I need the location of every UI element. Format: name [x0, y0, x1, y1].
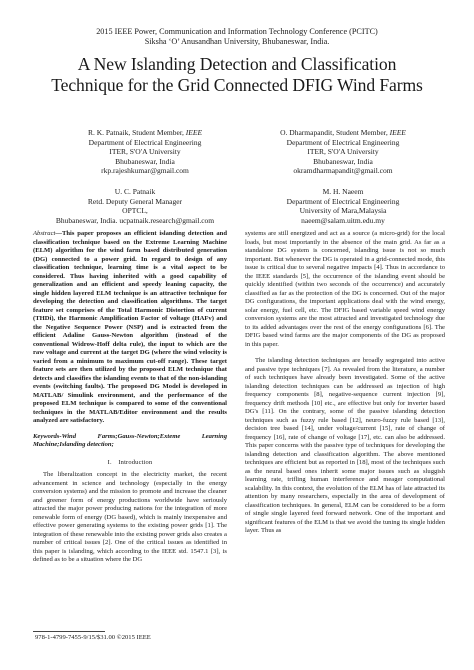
author-name: R. K. Patnaik, Student Member, [87, 128, 184, 137]
footer-divider [33, 631, 105, 632]
conference-name: 2015 IEEE Power, Communication and Information Technology Conference (PCITC) [96, 27, 378, 36]
author-email: rkp.rajeshkumar@gmail.com [101, 166, 189, 175]
author-name-line [60, 128, 230, 138]
author-block-3 [30, 187, 240, 225]
author-institution: ITER, S'O'A University [109, 147, 181, 156]
author-position: Retd. Deputy General Manager [87, 196, 183, 206]
author-name-line [248, 128, 438, 138]
author-location: Bhubaneswar, India [313, 156, 373, 166]
author-block-2 [248, 128, 438, 176]
title-line-1: A New Islanding Detection and Classification [77, 54, 397, 74]
section-heading-introduction: I. Introduction [107, 458, 153, 466]
paper-title [0, 54, 474, 95]
author-membership: IEEE [185, 128, 203, 137]
introduction-paragraph: The liberalization concept in the electricity market, the recent advancement in science and technology (especially in the energy conversion systems) and the mission to promote and increase the cleaner and greener form of energy productions worldwide have seriously attracted the major power producing nations for the integration of more renewable form of energy (DG based), which is mainly inexpensive and effective power generating systems to the existing power grids [1]. The integration of these renewable into the existing power grids also creates a number of critical issues [2]. One of the critical issues as identified in this paper is islanding, which according to the IEEE std. 1547.1 [3], is defined as to be a situation where the DG [33, 471, 227, 563]
author-location: Bhubaneswar, India [115, 156, 175, 166]
islanding-techniques-paragraph: The islanding detection techniques are broadly segregated into active and passive type techniques [7]. As revealed from the literature, a number of such techniques have already been investigated. Some of the active islanding detection techniques can be addressed as injection of high frequency components [8], negative-sequence current injection [9], frequency drift methods [10] etc., are effective but only for inverter based DG's [11]. On the contrary, some of the passive islanding detection techniques such as fuzzy rule based [12], neuro-fuzzy rule based [13], decision tree based [14], under voltage/current [15], rate of change of frequency [16], rate of change of voltage [17], etc. can also be addressed. This paper concerns with the passive type of techniques for developing the islanding detection and classification algorithm. The above mentioned techniques are efficient but as reported in [18], most of the techniques such as the neural based ones inherit some major issues such as sluggish learning rate, trifling human interference and meager computational scalability. In this context, the evolution of the ELM has of late attracted its attention by many researchers, especially in the area of development of classification techniques. In general, ELM can be considered to be a form of single single layered feed forward network. One of the important and significant features of the ELM is that we avoid the tuning its single hidden layer. Thus as [245, 357, 445, 534]
author-email: naeem@salam.uitm.edu.my [301, 215, 385, 225]
conference-venue: Siksha ‘O’ Anusandhan University, Bhubaneswar, India. [144, 37, 330, 47]
copyright-footer: 978-1-4799-7455-9/15/$31.00 ©2015 IEEE [35, 634, 151, 641]
author-organization: OPTCL, [122, 206, 148, 215]
author-name: O. Dharmapandit, Student Member, [280, 128, 388, 137]
author-department: Department of Electrical Engineering [286, 137, 400, 147]
introduction-continued-paragraph: systems are still energized and act as a source (a micro-grid) for the local loads, but most importantly in the absence of the main grid. As far as a standalone DG system is concerned, islanding issue is not so much important. But whenever the DG is operated in a grid-connected mode, this issue is critical due to several negative impacts [4]. Thus in accordance to the IEEE standards [5], the occurrence of the islanding event should be quickly identified (within two seconds of the occurrence) and accurately classified as far as the protection of the DG is concerned. Out of the major DG configurations, the important applications deal with the wind energy, solar energy, fuel cell, etc. The DFIG based variable speed wind energy conversion systems are the most attracted and investigated technology due to its added advantages over the rest of the energy configurations [6]. The DFIG based wind farms are the major components of the DG as proposed in this paper. [245, 230, 445, 348]
author-institution: University of Mara,Malaysia [299, 206, 387, 215]
author-institution: ITER, S'O'A University [307, 147, 379, 156]
author-name: U. C. Patnaik [114, 187, 156, 196]
abstract-text: —This paper proposes an efficient islanding detection and classification technique based on the Extreme Learning Machine (ELM) algorithm for the wind farm based distributed generation (DG) connected to a power grid. In regard to design of any classification technique, learning time is a vital aspect to be considered. Thus having inherited with a good capability of generalization and an efficient and speedy leaning capacity, the single hidden layered ELM technique is an attractive technique for developing the detection and classification algorithms. The target feature set comprises of the Total Harmonic Distortion of current (THDi), the Harmonic Amplification Factor of voltage (HAFv) and the Negative Sequence Power (NSP) and is extracted from the efficient Adaline Gauss-Newton algorithm (instead of the conventional Widrow-Hoff delta rule), the input to which are the raw voltage and current at the target DG (where the wind velocity is varied from a minimum to maximum cut-off range). These target feature sets are then utilized by the proposed ELM technique that detects and classifies the islanding events to that of the non-islanding events (switching faults). The proposed DG Model is developed in MATLAB/ Simulink environment, and the performance of the proposed ELM technique is compared to some of the conventional techniques in the MATLAB/Editor environment and the results analyzed are satisfactory. [33, 230, 227, 424]
author-name: M. H. Naeem [322, 187, 364, 196]
author-membership: IEEE [389, 128, 406, 137]
abstract [33, 230, 227, 426]
title-line-2: Technique for the Grid Connected DFIG Wind Farms [51, 74, 423, 95]
author-department: Department of Electrical Engineering [88, 137, 202, 147]
keywords: Keywords-Wind Farms;Gauss-Newton;Exteme Learning Machine;Islanding detection; [33, 432, 227, 448]
author-location-email: Bhubaneswar, India. ucpatnaik.research@gmail.com [55, 215, 215, 225]
author-email: okramdharmapandit@gmail.com [293, 166, 393, 175]
conference-header [0, 27, 474, 48]
abstract-label: Abstract [33, 230, 56, 237]
author-block-4 [258, 187, 428, 225]
right-column [245, 230, 445, 536]
author-block-1 [60, 128, 230, 176]
author-department: Department of Electrical Engineering [286, 196, 400, 206]
left-column [33, 230, 227, 565]
